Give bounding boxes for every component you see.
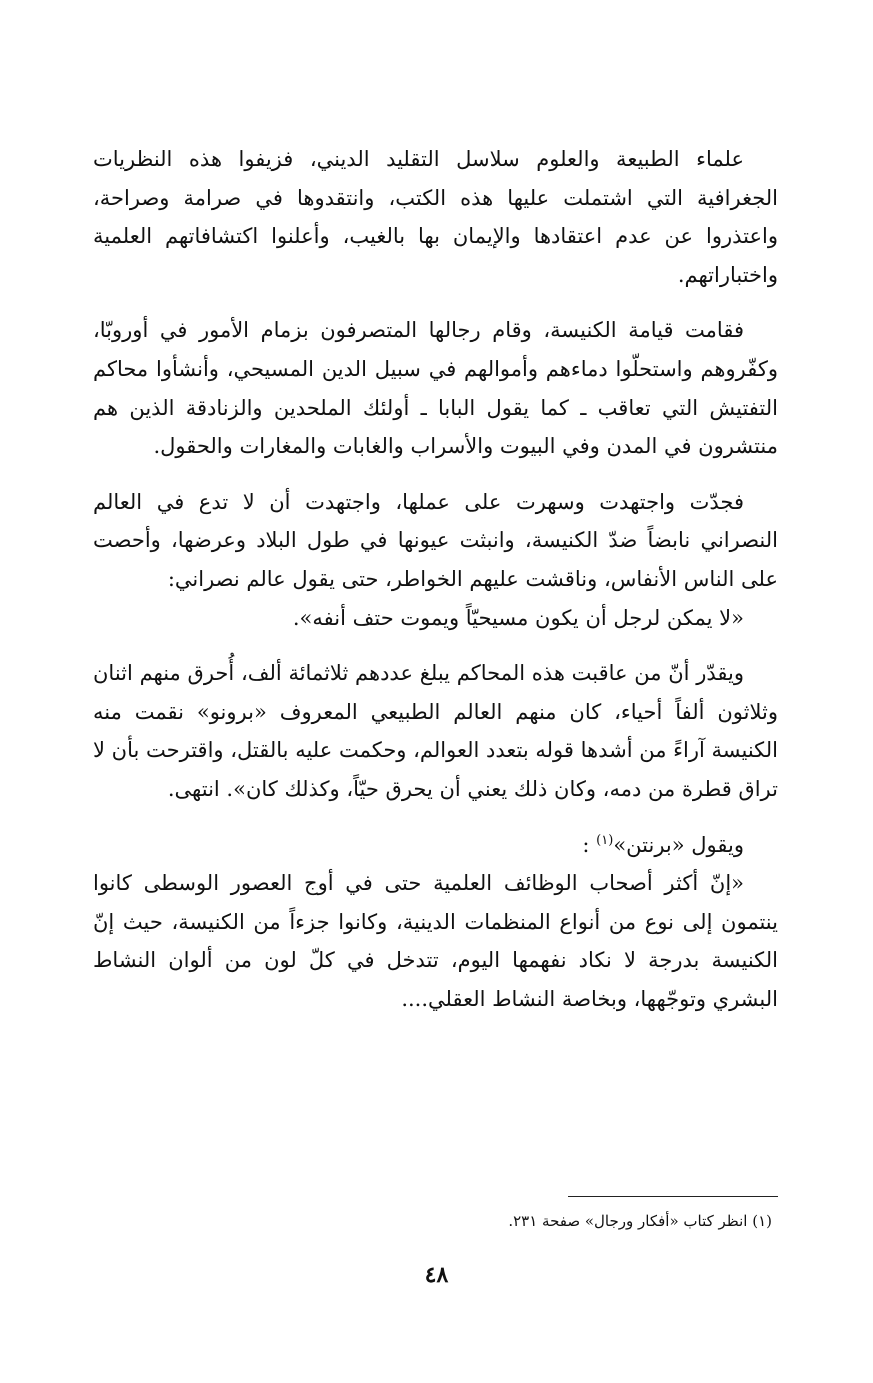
brinton-intro bbox=[93, 826, 778, 865]
paragraph-church-uprising: فقامت قيامة الكنيسة، وقام رجالها المتصرفون بزمام الأمور في أوروبّا، وكفّروهم واستحلّوا دماءهم وأموالهم في سبيل الدين المسيحي، وأنشأوا محاكم التفتيش التي تعاقب ـ كما يقول البابا ـ أولئك الملحدين والزنادقة الذين هم منتشرون في المدن وفي البيوت والأسراب والغابات والمغارات والحقول. bbox=[93, 318, 778, 459]
brinton-intro-colon: : bbox=[582, 832, 590, 857]
paragraph-inquisition: فجدّت واجتهدت وسهرت على عملها، واجتهدت أن لا تدع في العالم النصراني نابضاً ضدّ الكنيسة، وانبثت عيونها في طول البلاد وعرضها، وأحصت على الناس الأنفاس، وناقشت عليهم الخواطر، حتى يقول عالم نصراني: bbox=[93, 489, 778, 591]
main-text bbox=[93, 140, 778, 1018]
page-number: ٤٨ bbox=[424, 1262, 449, 1288]
footnote-divider bbox=[568, 1196, 778, 1197]
quote-christian-scholar: «لا يمكن لرجل أن يكون مسيحيّاً ويموت حتف أنفه». bbox=[292, 605, 744, 630]
footnote-text: (١) انظر كتاب «أفكار ورجال» صفحة ٢٣١. bbox=[508, 1212, 772, 1230]
footnote-marker[interactable]: (١) bbox=[596, 832, 614, 848]
paragraph-victims-bruno: ويقدّر أنّ من عاقبت هذه المحاكم يبلغ عددهم ثلاثمائة ألف، أُحرق منهم اثنان وثلاثون ألفاً أحياء، كان منهم العالم الطبيعي المعروف «برونو» نقمت منه الكنيسة آراءً من أشدها قوله بتعدد العوالم، وحكمت عليه بالقتل، واقترحت بأن لا تراق قطرة من دمه، وكان ذلك يعني أن يحرق حيّاً، وكذلك كان». انتهى. bbox=[93, 661, 778, 801]
paragraph-brinton-quote: «إنّ أكثر أصحاب الوظائف العلمية حتى في أوج العصور الوسطى كانوا ينتمون إلى نوع من أنواع المنظمات الدينية، وكانوا جزءاً من الكنيسة، حيث إنّ الكنيسة بدرجة لا نكاد نفهمها اليوم، تتدخل في كلّ لون من ألوان النشاط البشري وتوجّهها، وبخاصة النشاط العقلي.... bbox=[93, 871, 778, 1011]
paragraph-scholars: علماء الطبيعة والعلوم سلاسل التقليد الديني، فزيفوا هذه النظريات الجغرافية التي اشتملت عليها هذه الكتب، وانتقدوها في صرامة وصراحة، واعتذروا عن عدم اعتقادها والإيمان بها بالغيب، وأعلنوا اكتشافاتهم العلمية واختباراتهم. bbox=[93, 147, 778, 287]
brinton-intro-text: ويقول «برنتن» bbox=[613, 832, 744, 857]
